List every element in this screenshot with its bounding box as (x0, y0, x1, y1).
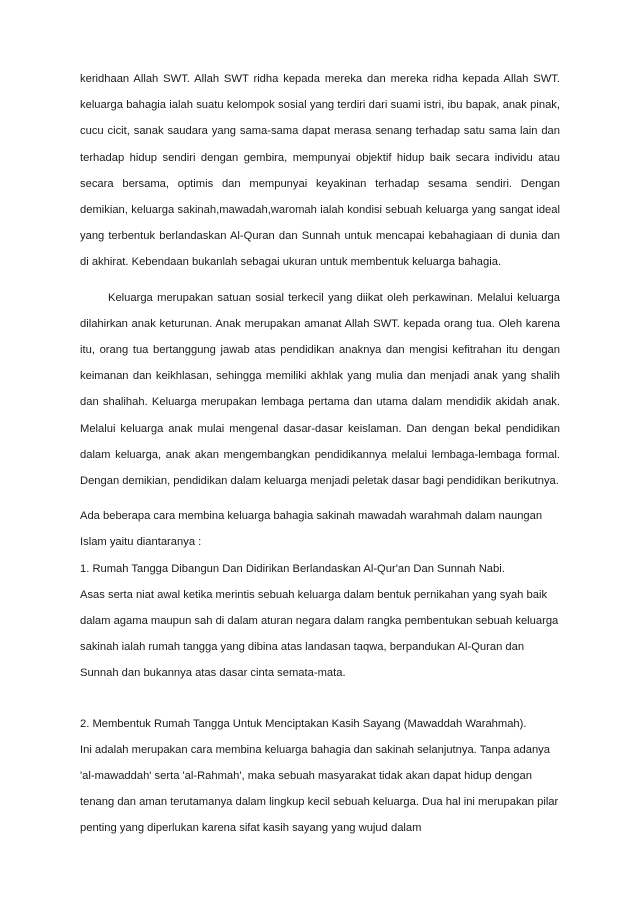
paragraph-cara-membina: Ada beberapa cara membina keluarga bahagia sakinah mawadah warahmah dalam naungan Islam yaitu diantaranya : (80, 510, 543, 549)
paragraph-keluarga-bahagia: keridhaan Allah SWT. Allah SWT ridha kepada mereka dan mereka ridha kepada Allah SWT. keluarga bahagia ialah suatu kelompok sosial yang terdiri dari suami istri, ibu bapak, anak pinak, cucu cicit, sanak saudara yang sama-sama dapat merasa senang terhadap satu sama lain dan terhadap hidup sendiri dengan gembira, mempunyai objektif hidup baik secara individu atau secara bersama, optimis dan mempunyai keyakinan terhadap sesama sendiri. Dengan demikian, keluarga sakinah,mawadah,waromah ialah kondisi sebuah keluarga yang sangat ideal yang terbentuk berlandaskan Al-Quran dan Sunnah untuk mencapai kebahagiaan di dunia dan di akhirat. Kebendaan bukanlah sebagai ukuran untuk membentuk keluarga bahagia. (80, 73, 560, 269)
heading-point-1: 1. Rumah Tangga Dibangun Dan Didirikan Berlandaskan Al-Qur'an Dan Sunnah Nabi. (80, 562, 505, 575)
paragraph-point-2: Ini adalah merupakan cara membina keluarga bahagia dan sakinah selanjutnya. Tanpa adanya 'al-mawaddah' serta 'al-Rahmah', maka sebuah masyarakat tidak akan dapat hidup dengan tenang dan aman terutamanya dalam lingkup kecil sebuah keluarga. Dua hal ini merupakan pilar penting yang diperlukan karena sifat kasih sayang yang wujud dalam (80, 743, 559, 835)
paragraph-point-1: Asas serta niat awal ketika merintis sebuah keluarga dalam bentuk pernikahan yang syah baik dalam agama maupun sah di dalam aturan negara dalam rangka pembentukan sebuah keluarga sakinah ialah rumah tangga yang dibina atas landasan taqwa, berpandukan Al-Quran dan Sunnah dan bukannya atas dasar cinta semata-mata. (80, 588, 559, 680)
heading-point-2: 2. Membentuk Rumah Tangga Untuk Menciptakan Kasih Sayang (Mawaddah Warahmah). (80, 717, 527, 730)
paragraph-satuan-sosial: Keluarga merupakan satuan sosial terkecil yang diikat oleh perkawinan. Melalui keluarga dilahirkan anak keturunan. Anak merupakan amanat Allah SWT. kepada orang tua. Oleh karena itu, orang tua bertanggung jawab atas pendidikan anaknya dan mengisi kefitrahan itu dengan keimanan dan keikhlasan, sehingga memiliki akhlak yang mulia dan menjadi anak yang shalih dan shalihah. Keluarga merupakan lembaga pertama dan utama dalam mendidik akidah anak. Melalui keluarga anak mulai mengenal dasar-dasar keislaman. Dan dengan bekal pendidikan dalam keluarga, anak akan mengembangkan pendidikannya melalui lembaga-lembaga formal. Dengan demikian, pendidikan dalam keluarga menjadi peletak dasar bagi pendidikan berikutnya. (80, 291, 560, 488)
document-body (80, 66, 560, 842)
